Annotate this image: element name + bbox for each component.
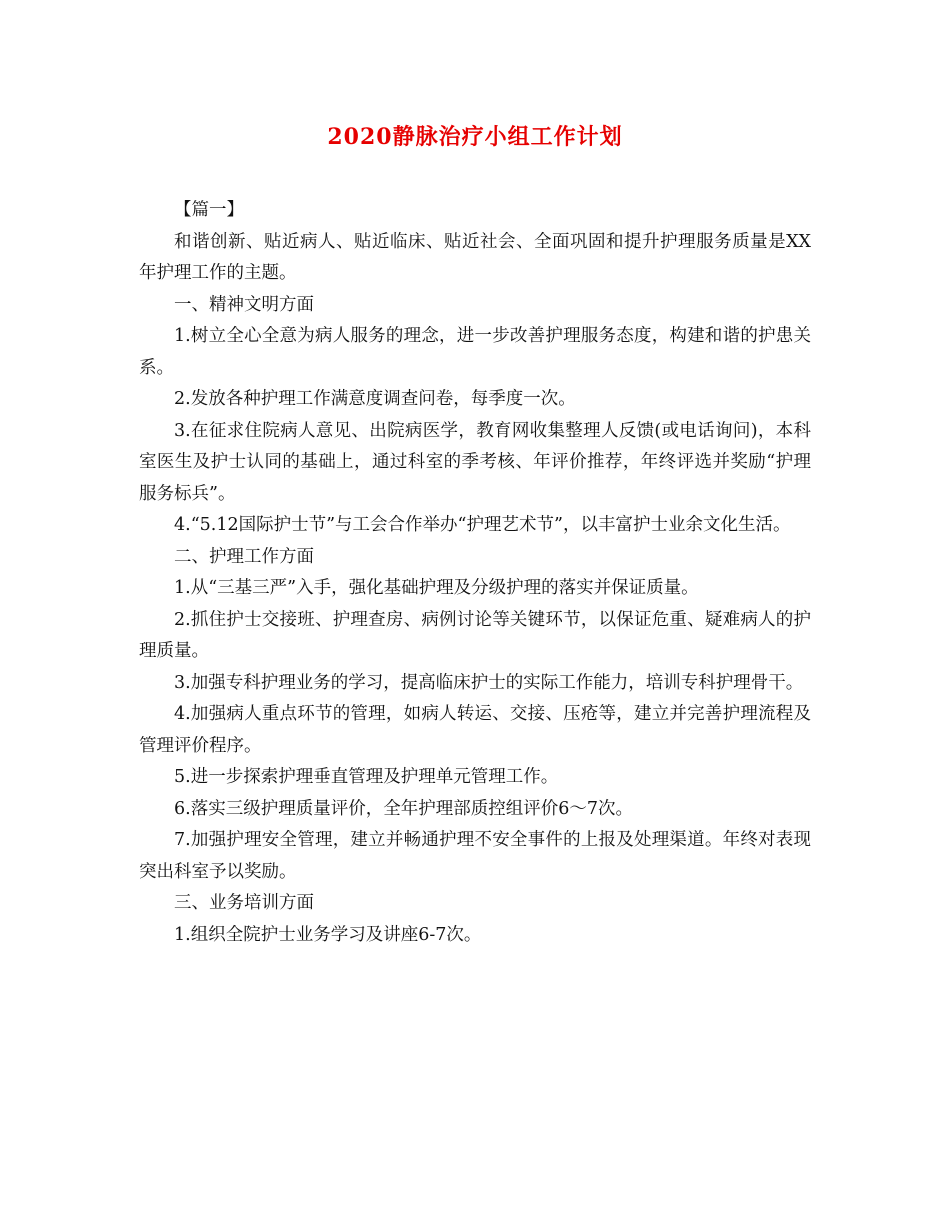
section-heading: 一、精神文明方面: [174, 294, 314, 315]
section-label: 【篇一】: [174, 200, 244, 220]
section-heading: 三、业务培训方面: [174, 893, 314, 913]
list-item: 3.在征求住院病人意见、出院病医学，教育网收集整理人反馈(或电话询问)，本科室医生及护士认同的基础上，通过科室的季考核、年评价推荐，年终评选并奖励“护理服务标兵”。: [139, 420, 811, 504]
document-body: [139, 195, 811, 951]
list-item: 2.抓住护士交接班、护理查房、病例讨论等关键环节，以保证危重、疑难病人的护理质量。: [139, 609, 811, 661]
list-item: 2.发放各种护理工作满意度调查问卷，每季度一次。: [174, 389, 576, 409]
list-item: 1.组织全院护士业务学习及讲座6-7次。: [174, 924, 482, 945]
section-heading: 二、护理工作方面: [174, 546, 314, 567]
list-item: 3.加强专科护理业务的学习，提高临床护士的实际工作能力，培训专科护理骨干。: [174, 672, 804, 693]
list-item: 1.从“三基三严”入手，强化基础护理及分级护理的落实并保证质量。: [174, 578, 699, 598]
list-item: 1.树立全心全意为病人服务的理念，进一步改善护理服务态度，构建和谐的护患关系。: [139, 326, 811, 378]
list-item: 4.加强病人重点环节的管理，如病人转运、交接、压疮等，建立并完善护理流程及管理评价程序。: [139, 704, 811, 756]
document-title: 2020静脉治疗小组工作计划: [327, 124, 623, 150]
intro-paragraph: 和谐创新、贴近病人、贴近临床、贴近社会、全面巩固和提升护理服务质量是XX年护理工作的主题。: [139, 231, 811, 283]
list-item: 5.进一步探索护理垂直管理及护理单元管理工作。: [174, 767, 559, 787]
list-item: 7.加强护理安全管理，建立并畅通护理不安全事件的上报及处理渠道。年终对表现突出科室予以奖励。: [139, 830, 811, 882]
list-item: 4.“5.12国际护士节”与工会合作举办“护理艺术节”，以丰富护士业余文化生活。: [174, 515, 791, 535]
list-item: 6.落实三级护理质量评价，全年护理部质控组评价6～7次。: [174, 798, 633, 819]
